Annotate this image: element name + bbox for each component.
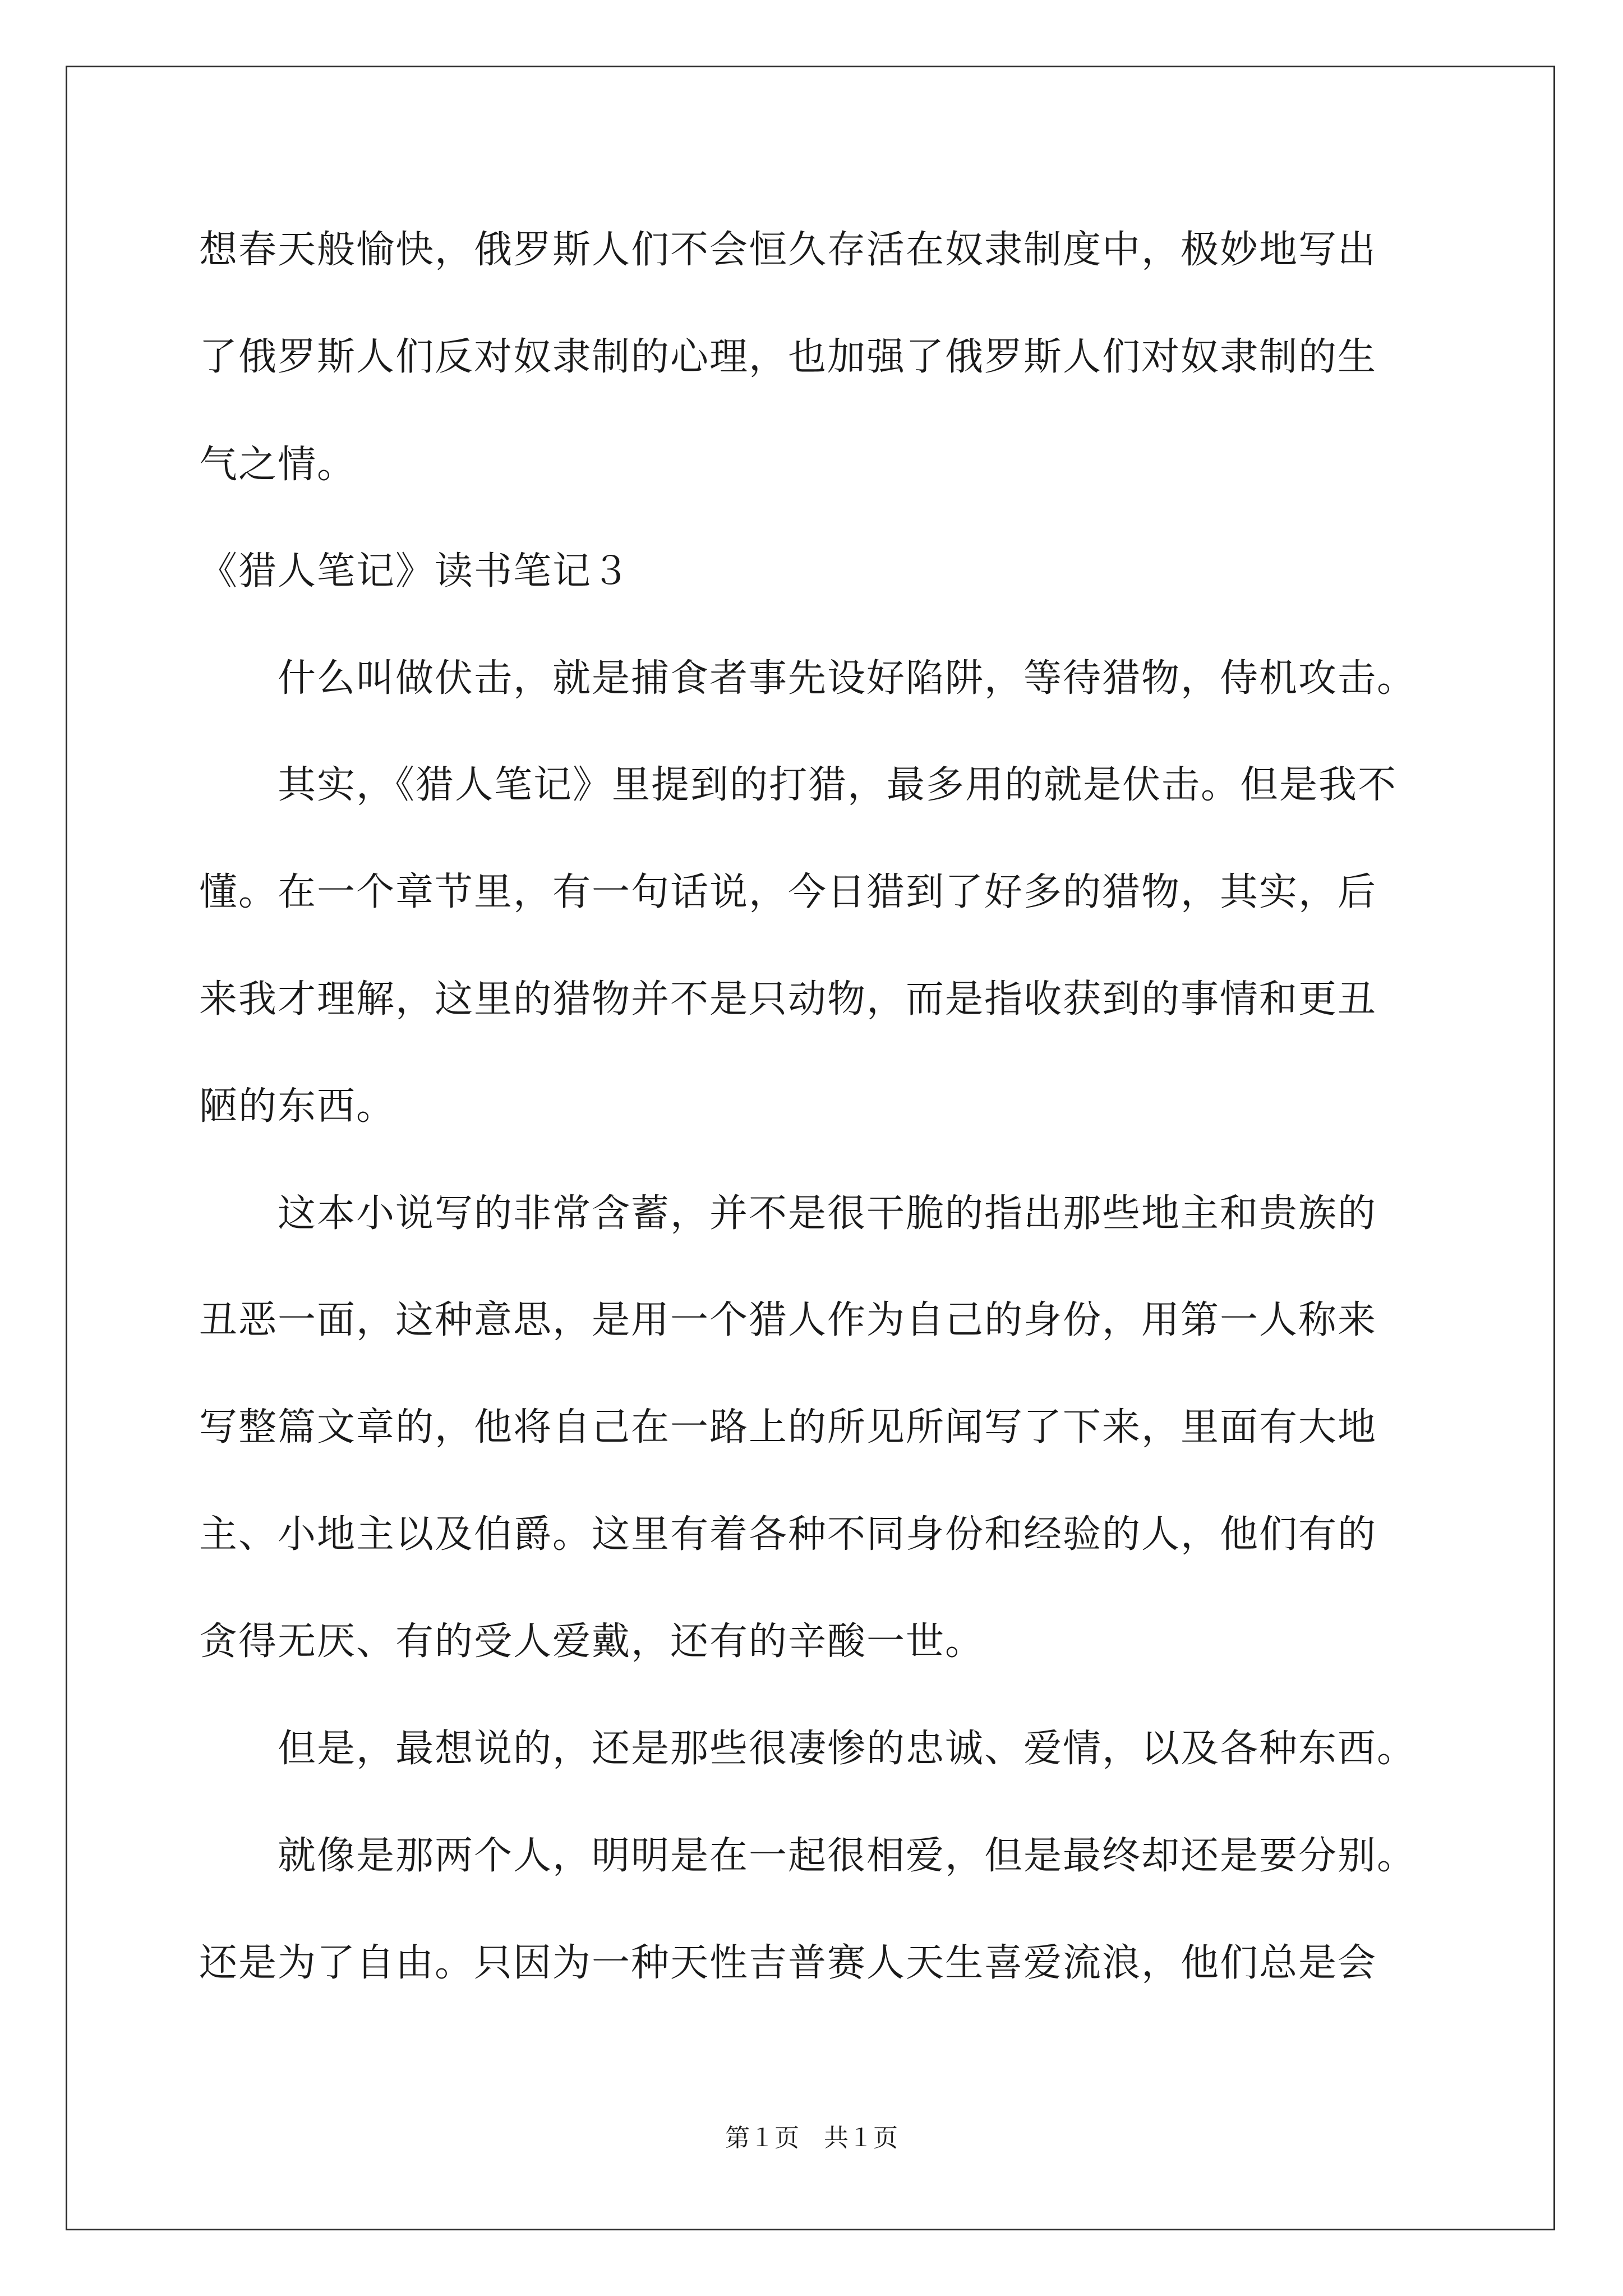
body-line-10: 丑恶一面，这种意思，是用一个猎人作为自己的身份，用第一人称来 — [199, 1298, 1377, 1342]
page-number-total: 共１页 — [824, 2124, 898, 2152]
body-line-3: 气之情。 — [199, 443, 357, 487]
page-border — [66, 66, 1555, 2230]
body-line-15: 就像是那两个人，明明是在一起很相爱，但是最终却还是要分别。 — [199, 1834, 1417, 1878]
body-line-12: 主、小地主以及伯爵。这里有着各种不同身份和经验的人，他们有的 — [199, 1512, 1377, 1557]
body-line-14: 但是，最想说的，还是那些很凄惨的忠诚、爱情，以及各种东西。 — [199, 1727, 1417, 1771]
body-line-8: 陋的东西。 — [199, 1084, 396, 1129]
page-footer — [0, 2126, 1623, 2151]
body-line-5: 其实，《猎人笔记》里提到的打猎，最多用的就是伏击。但是我不 — [199, 763, 1398, 807]
body-line-1: 想春天般愉快，俄罗斯人们不会恒久存活在奴隶制度中，极妙地写出 — [199, 228, 1377, 272]
body-line-16: 还是为了自由。只因为一种天性吉普赛人天生喜爱流浪，他们总是会 — [199, 1941, 1377, 1985]
page-number-current: 第１页 — [725, 2124, 799, 2152]
body-line-13: 贪得无厌、有的受人爱戴，还有的辛酸一世。 — [199, 1619, 985, 1664]
body-line-2: 了俄罗斯人们反对奴隶制的心理，也加强了俄罗斯人们对奴隶制的生 — [199, 335, 1377, 379]
body-line-7: 来我才理解，这里的猎物并不是只动物，而是指收获到的事情和更丑 — [199, 977, 1377, 1022]
body-line-6: 懂。在一个章节里，有一句话说，今日猎到了好多的猎物，其实，后 — [199, 870, 1377, 914]
body-line-11: 写整篇文章的，他将自己在一路上的所见所闻写了下来，里面有大地 — [199, 1405, 1377, 1450]
body-line-9: 这本小说写的非常含蓄，并不是很干脆的指出那些地主和贵族的 — [199, 1191, 1377, 1236]
section-heading: 《猎人笔记》读书笔记３ — [199, 549, 631, 593]
body-line-4: 什么叫做伏击，就是捕食者事先设好陷阱，等待猎物，侍机攻击。 — [199, 656, 1417, 701]
